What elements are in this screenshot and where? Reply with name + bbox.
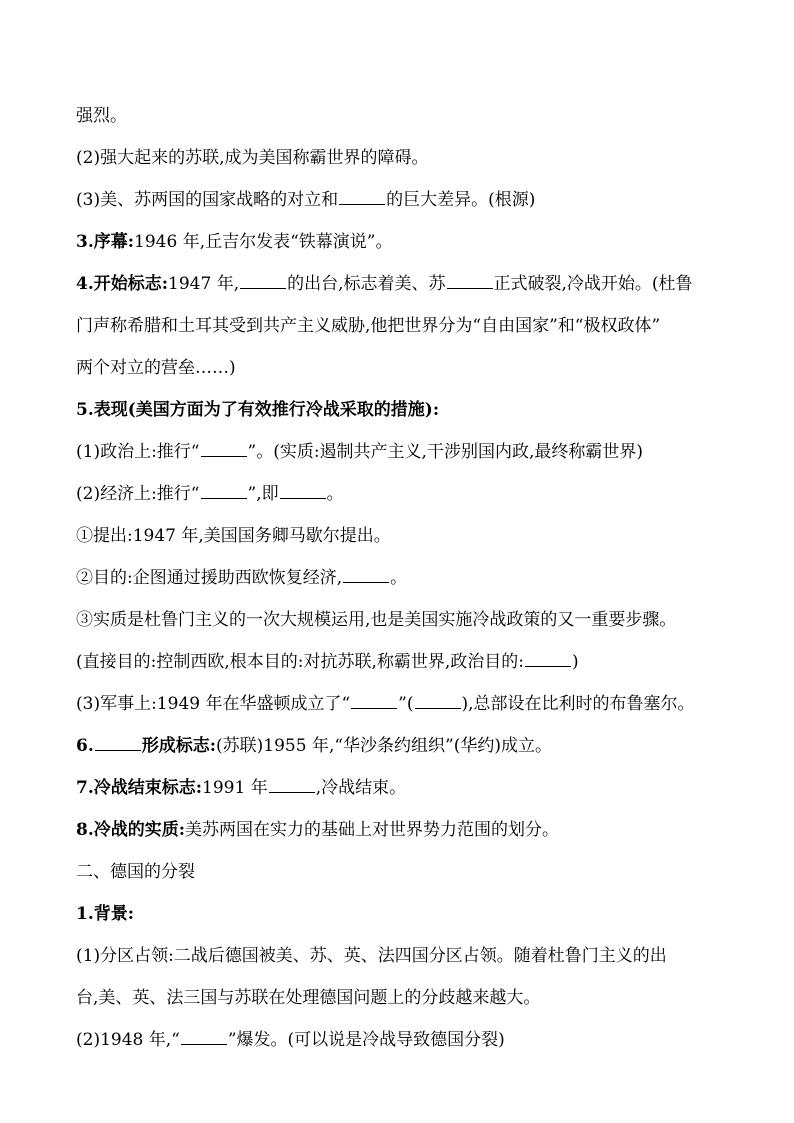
fill-in-blank[interactable] [343, 567, 389, 583]
text: 。 [390, 568, 408, 588]
section-heading: 6. [76, 736, 94, 756]
text: 门声称希腊和土耳其受到共产主义威胁,他把世界分为“自由国家”和“极权政体” [76, 316, 661, 336]
text-line [76, 861, 726, 883]
text: (3)美、苏两国的国家战略的对立和 [76, 190, 339, 210]
text-line [76, 987, 726, 1009]
section-heading: 1.背景: [76, 904, 135, 924]
text: ①提出:1947 年,美国国务卿马歇尔提出。 [76, 526, 391, 546]
text: 台,美、英、法三国与苏联在处理德国问题上的分歧越来越大。 [76, 988, 541, 1008]
text-line [76, 483, 726, 505]
text: ) [572, 652, 579, 672]
text-line [76, 441, 726, 463]
text: 美苏两国在实力的基础上对世界势力范围的划分。 [185, 820, 560, 840]
text: 1947 年, [168, 274, 240, 294]
text-line [76, 945, 726, 967]
text-line [76, 651, 726, 673]
text: 的出台,标志着美、苏 [287, 274, 446, 294]
fill-in-blank[interactable] [415, 693, 461, 709]
text-line [76, 357, 726, 379]
text: 两个对立的营垒……) [76, 358, 236, 378]
text: 。 [326, 484, 344, 504]
chapter-heading: 二、德国的分裂 [76, 862, 195, 882]
text-line [76, 315, 726, 337]
fill-in-blank[interactable] [240, 273, 286, 289]
fill-in-blank[interactable] [351, 693, 397, 709]
text: (2)强大起来的苏联,成为美国称霸世界的障碍。 [76, 148, 429, 168]
text-line [76, 609, 726, 631]
text-line [76, 105, 726, 127]
text: (1)政治上:推行“ [76, 442, 200, 462]
text: 1991 年 [202, 778, 268, 798]
text: ”,即 [247, 484, 279, 504]
text: ),总部设在比利时的布鲁塞尔。 [461, 694, 695, 714]
text: ③实质是杜鲁门主义的一次大规模运用,也是美国实施冷战政策的又一重要步骤。 [76, 610, 677, 630]
text: ,冷战结束。 [315, 778, 407, 798]
text-line [76, 231, 726, 253]
fill-in-blank[interactable] [339, 189, 385, 205]
fill-in-blank[interactable] [181, 1029, 227, 1045]
section-heading: 5.表现(美国方面为了有效推行冷战采取的措施): [76, 400, 440, 420]
text: 强烈。 [76, 106, 127, 126]
text: ②目的:企图通过援助西欧恢复经济, [76, 568, 343, 588]
section-heading: 3.序幕: [76, 232, 135, 252]
text: (苏联)1955 年,“华沙条约组织”(华约)成立。 [216, 736, 553, 756]
section-heading: 8.冷战的实质: [76, 820, 186, 840]
fill-in-blank[interactable] [447, 273, 493, 289]
text-line [76, 693, 726, 715]
fill-in-blank[interactable] [201, 483, 247, 499]
text-line [76, 903, 726, 925]
text: (3)军事上:1949 年在华盛顿成立了“ [76, 694, 351, 714]
fill-in-blank[interactable] [201, 441, 247, 457]
text: (2)经济上:推行“ [76, 484, 200, 504]
text: 1946 年,丘吉尔发表“铁幕演说”。 [134, 232, 393, 252]
text-line [76, 525, 726, 547]
text-line [76, 399, 726, 421]
text-line [76, 777, 726, 799]
text: (2)1948 年,“ [76, 1030, 180, 1050]
text: ”爆发。(可以说是冷战导致德国分裂) [227, 1030, 505, 1050]
fill-in-blank[interactable] [95, 735, 141, 751]
text: 正式破裂,冷战开始。(杜鲁 [493, 274, 693, 294]
text-line [76, 567, 726, 589]
text: ”( [398, 694, 414, 714]
text: (直接目的:控制西欧,根本目的:对抗苏联,称霸世界,政治目的: [76, 652, 525, 672]
fill-in-blank[interactable] [525, 651, 571, 667]
text-line [76, 1029, 726, 1051]
section-heading: 7.冷战结束标志: [76, 778, 203, 798]
text: (1)分区占领:二战后德国被美、苏、英、法四国分区占领。随着杜鲁门主义的出 [76, 946, 667, 966]
text: ”。(实质:遏制共产主义,干涉别国内政,最终称霸世界) [247, 442, 643, 462]
text: 的巨大差异。(根源) [386, 190, 536, 210]
text-line [76, 819, 726, 841]
section-heading: 4.开始标志: [76, 274, 169, 294]
text-line [76, 189, 726, 211]
text-line [76, 735, 726, 757]
text-line [76, 273, 726, 295]
fill-in-blank[interactable] [269, 777, 315, 793]
fill-in-blank[interactable] [280, 483, 326, 499]
text-line [76, 147, 726, 169]
section-heading: 形成标志: [141, 736, 217, 756]
